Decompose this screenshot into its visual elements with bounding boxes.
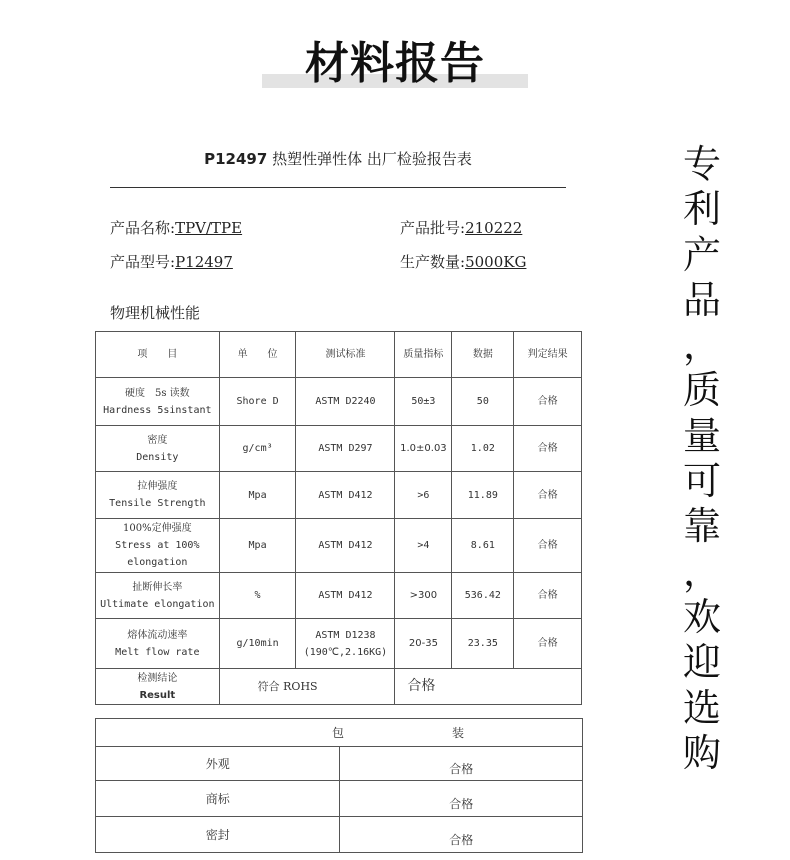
result-cell: 合格 xyxy=(514,619,582,669)
table-row xyxy=(96,378,582,426)
item-cell xyxy=(96,619,220,669)
item-en: Tensile Strength xyxy=(109,498,206,509)
conclusion-en: Result xyxy=(139,689,176,701)
report-name: 热塑性弹性体 出厂检验报告表 xyxy=(272,150,472,168)
page-title: 材料报告 xyxy=(305,38,485,89)
slogan-char: 选 xyxy=(682,685,721,730)
standard-cell: ASTM D412 xyxy=(296,472,395,519)
side-slogan xyxy=(676,142,728,776)
packaging-value: 合格 xyxy=(340,781,583,817)
item-en: Density xyxy=(136,451,179,463)
spec-cell: 50±3 xyxy=(395,378,452,426)
data-cell: 11.89 xyxy=(452,472,514,519)
conclusion-text: 符合 ROHS xyxy=(219,669,395,705)
packaging-label: 密封 xyxy=(96,817,340,853)
unit-cell: % xyxy=(219,573,296,619)
properties-table xyxy=(95,331,582,705)
product-name-label: 产品名称: xyxy=(110,219,176,237)
batch-value: 210222 xyxy=(465,219,523,237)
table-row xyxy=(96,426,582,472)
spec-cell: 20-35 xyxy=(395,619,452,669)
result-cell: 合格 xyxy=(514,519,582,573)
packaging-label: 外观 xyxy=(96,747,340,781)
unit-cell: g/10min xyxy=(219,619,296,669)
item-cn: 熔体流动速率 xyxy=(127,629,188,641)
spec-cell: 1.0±0.03 xyxy=(395,426,452,472)
standard-cell: ASTM D2240 xyxy=(296,378,395,426)
item-cn: 拉伸强度 xyxy=(137,481,178,492)
quantity-value: 5000KG xyxy=(465,253,527,271)
unit-cell: Shore D xyxy=(219,378,296,426)
packaging-table xyxy=(95,718,583,853)
result-cell: 合格 xyxy=(514,378,582,426)
model-label: 产品型号: xyxy=(110,253,176,271)
report-code: P12497 xyxy=(204,150,268,168)
conclusion-cn: 检测结论 xyxy=(137,672,178,684)
table-header-row xyxy=(96,332,582,378)
quantity-field xyxy=(400,252,561,272)
standard-line1: ASTM D1238 xyxy=(315,629,376,641)
slogan-char: 品 xyxy=(682,277,721,322)
table-row xyxy=(96,472,582,519)
item-cell xyxy=(96,472,220,519)
item-cn: 硬度 5s 读数 xyxy=(124,387,190,399)
item-en: Ultimate elongation xyxy=(100,598,215,610)
header-data: 数据 xyxy=(452,332,514,378)
standard-cell xyxy=(296,619,395,669)
slogan-char: 可 xyxy=(682,459,721,504)
model-field xyxy=(110,252,233,272)
spec-cell: >6 xyxy=(395,472,452,519)
standard-cell: ASTM D412 xyxy=(296,573,395,619)
result-cell: 合格 xyxy=(514,472,582,519)
slogan-char: 专 xyxy=(682,142,721,186)
standard-line2: (190℃,2.16KG) xyxy=(303,646,388,658)
packaging-header-left: 包 xyxy=(331,725,344,740)
item-cell xyxy=(96,573,220,619)
item-cell xyxy=(96,426,220,472)
table-row xyxy=(96,519,582,573)
table-row xyxy=(96,747,583,781)
result-cell: 合格 xyxy=(514,573,582,619)
packaging-header xyxy=(96,719,583,747)
packaging-value: 合格 xyxy=(340,817,583,853)
item-en-line2: elongation xyxy=(127,557,188,568)
header-standard: 测试标准 xyxy=(296,332,395,378)
packaging-value: 合格 xyxy=(340,747,583,781)
spec-cell: >4 xyxy=(395,519,452,573)
packaging-label: 商标 xyxy=(96,781,340,817)
slogan-char: 迎 xyxy=(682,640,721,685)
unit-cell: Mpa xyxy=(219,472,296,519)
header-spec: 质量指标 xyxy=(395,332,452,378)
item-en: Stress at 100% xyxy=(115,540,200,551)
data-cell: 536.42 xyxy=(452,573,514,619)
quantity-label: 生产数量: xyxy=(400,253,466,271)
table-row xyxy=(96,817,583,853)
spec-cell: >300 xyxy=(395,573,452,619)
item-en: Melt flow rate xyxy=(115,646,200,658)
header-result: 判定结果 xyxy=(514,332,582,378)
conclusion-row xyxy=(96,669,582,705)
result-cell: 合格 xyxy=(514,426,582,472)
table-row xyxy=(96,573,582,619)
heading-divider xyxy=(110,187,566,188)
slogan-char: 质 xyxy=(682,368,721,413)
data-cell: 1.02 xyxy=(452,426,514,472)
packaging-header-right: 装 xyxy=(451,725,464,740)
standard-cell: ASTM D297 xyxy=(296,426,395,472)
slogan-char: 量 xyxy=(682,413,721,458)
slogan-char: 产 xyxy=(682,232,721,277)
batch-label: 产品批号: xyxy=(400,219,466,237)
slogan-char: 购 xyxy=(682,730,721,775)
data-cell: 50 xyxy=(452,378,514,426)
table-row xyxy=(96,781,583,817)
item-cn: 100%定伸强度 xyxy=(123,523,192,534)
slogan-char: ， xyxy=(682,323,721,368)
header-unit: 单 位 xyxy=(219,332,296,378)
item-en: Hardness 5sinstant xyxy=(103,404,212,416)
slogan-char: 欢 xyxy=(682,594,721,639)
data-cell: 23.35 xyxy=(452,619,514,669)
section-title: 物理机械性能 xyxy=(110,304,201,322)
data-cell: 8.61 xyxy=(452,519,514,573)
table-row xyxy=(96,619,582,669)
unit-cell: g/cm³ xyxy=(219,426,296,472)
product-name-value: TPV/TPE xyxy=(175,219,243,237)
slogan-char: ， xyxy=(682,549,721,594)
packaging-header-row xyxy=(96,719,583,747)
slogan-char: 靠 xyxy=(682,504,721,549)
item-cn: 扯断伸长率 xyxy=(132,581,183,593)
conclusion-label-cell xyxy=(96,669,220,705)
item-cell xyxy=(96,519,220,573)
title-block xyxy=(262,38,528,90)
report-heading xyxy=(110,148,566,170)
standard-cell: ASTM D412 xyxy=(296,519,395,573)
product-name-field xyxy=(110,218,285,238)
batch-field xyxy=(400,218,563,238)
slogan-char: 利 xyxy=(682,187,721,232)
model-value: P12497 xyxy=(175,253,233,271)
header-item: 项 目 xyxy=(96,332,220,378)
item-cn: 密度 xyxy=(147,434,168,446)
unit-cell: Mpa xyxy=(219,519,296,573)
conclusion-result: 合格 xyxy=(395,669,582,705)
item-cell xyxy=(96,378,220,426)
